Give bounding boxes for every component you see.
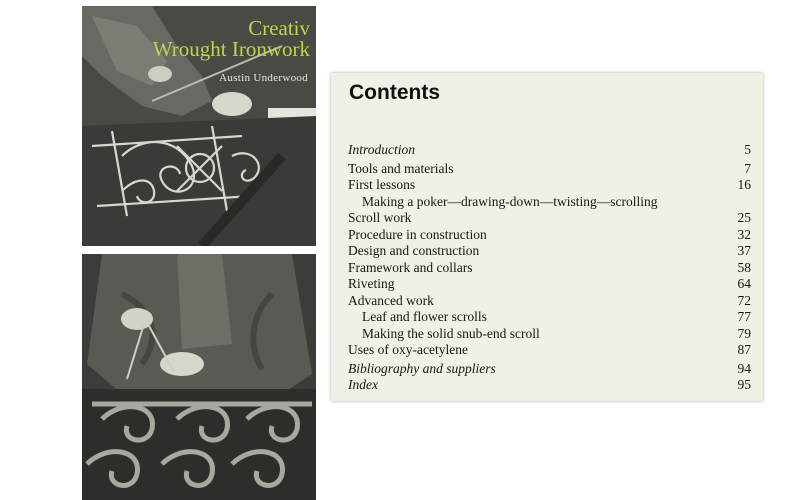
toc-entry-page: 16 <box>737 177 751 192</box>
toc-entry-uses-of-oxy-acetylene <box>331 342 763 359</box>
toc-entry-title: Bibliography and suppliers <box>348 360 496 376</box>
toc-subentry-leaf-and-flower-scrolls <box>331 309 763 326</box>
toc-entry-title: Making the solid snub-end scroll <box>362 325 540 341</box>
toc-entry-page: 5 <box>744 142 751 157</box>
toc-entry-title: Design and construction <box>348 243 480 258</box>
toc-entry-title: Scroll work <box>348 210 412 225</box>
cover-title-line-1: Creativ <box>248 16 310 40</box>
cover-bottom-art <box>82 254 316 500</box>
contents-page <box>331 73 763 401</box>
toc-entry-title: Riveting <box>348 276 395 291</box>
toc-entry-page: 32 <box>737 226 751 242</box>
cover-title-line-2: Wrought Ironwork <box>152 37 310 61</box>
toc-entry-introduction <box>331 142 763 159</box>
toc-entry-scroll-work <box>331 210 763 227</box>
toc-entry-page: 64 <box>737 276 751 291</box>
toc-entry-page: 87 <box>737 342 751 357</box>
toc-entry-title: Leaf and flower scrolls <box>362 309 487 324</box>
toc-entry-title: Uses of oxy-acetylene <box>348 342 468 357</box>
cover-author: Austin Underwood <box>219 72 308 84</box>
toc-entry-design-and-construction <box>331 243 763 260</box>
toc-entry-title: Framework and collars <box>348 259 473 275</box>
toc-entry-page: 37 <box>737 243 751 258</box>
toc-entry-title: First lessons <box>348 177 416 192</box>
toc-entry-title: Procedure in construction <box>348 226 487 242</box>
toc-entry-procedure-in-construction <box>331 227 763 244</box>
toc-entry-page: 7 <box>744 160 751 176</box>
toc-entry-page: 79 <box>737 325 751 341</box>
toc-entry-page: 95 <box>737 377 751 392</box>
toc-entry-framework-and-collars <box>331 260 763 277</box>
toc-entry-title: Introduction <box>348 142 415 157</box>
toc-entry-page: 72 <box>737 292 751 308</box>
cover-title <box>153 18 310 60</box>
toc-entry-page: 77 <box>737 309 751 324</box>
toc-entry-title: Advanced work <box>348 292 434 308</box>
toc-entry-tools-and-materials <box>331 161 763 178</box>
toc-entry-page: 94 <box>737 360 751 376</box>
toc-entry-page: 25 <box>737 210 751 225</box>
toc-entry-title: Tools and materials <box>348 160 454 176</box>
contents-heading: Contents <box>349 81 440 104</box>
toc-subentry-making-a-poker <box>331 194 763 211</box>
toc-entry-advanced-work <box>331 293 763 310</box>
toc-subentry-solid-snub-end-scroll <box>331 326 763 343</box>
toc-entry-first-lessons <box>331 177 763 194</box>
toc-entry-page: 58 <box>737 259 751 275</box>
cover-bottom-photo <box>82 254 316 500</box>
toc-entry-riveting <box>331 276 763 293</box>
toc-entry-title: Making a poker—drawing-down—twisting—scrolling <box>362 193 658 209</box>
toc-entry-index <box>331 377 763 394</box>
toc-entry-title: Index <box>348 377 378 392</box>
table-of-contents <box>331 142 763 394</box>
toc-entry-bibliography-and-suppliers <box>331 361 763 378</box>
cover-top-photo <box>82 6 316 246</box>
